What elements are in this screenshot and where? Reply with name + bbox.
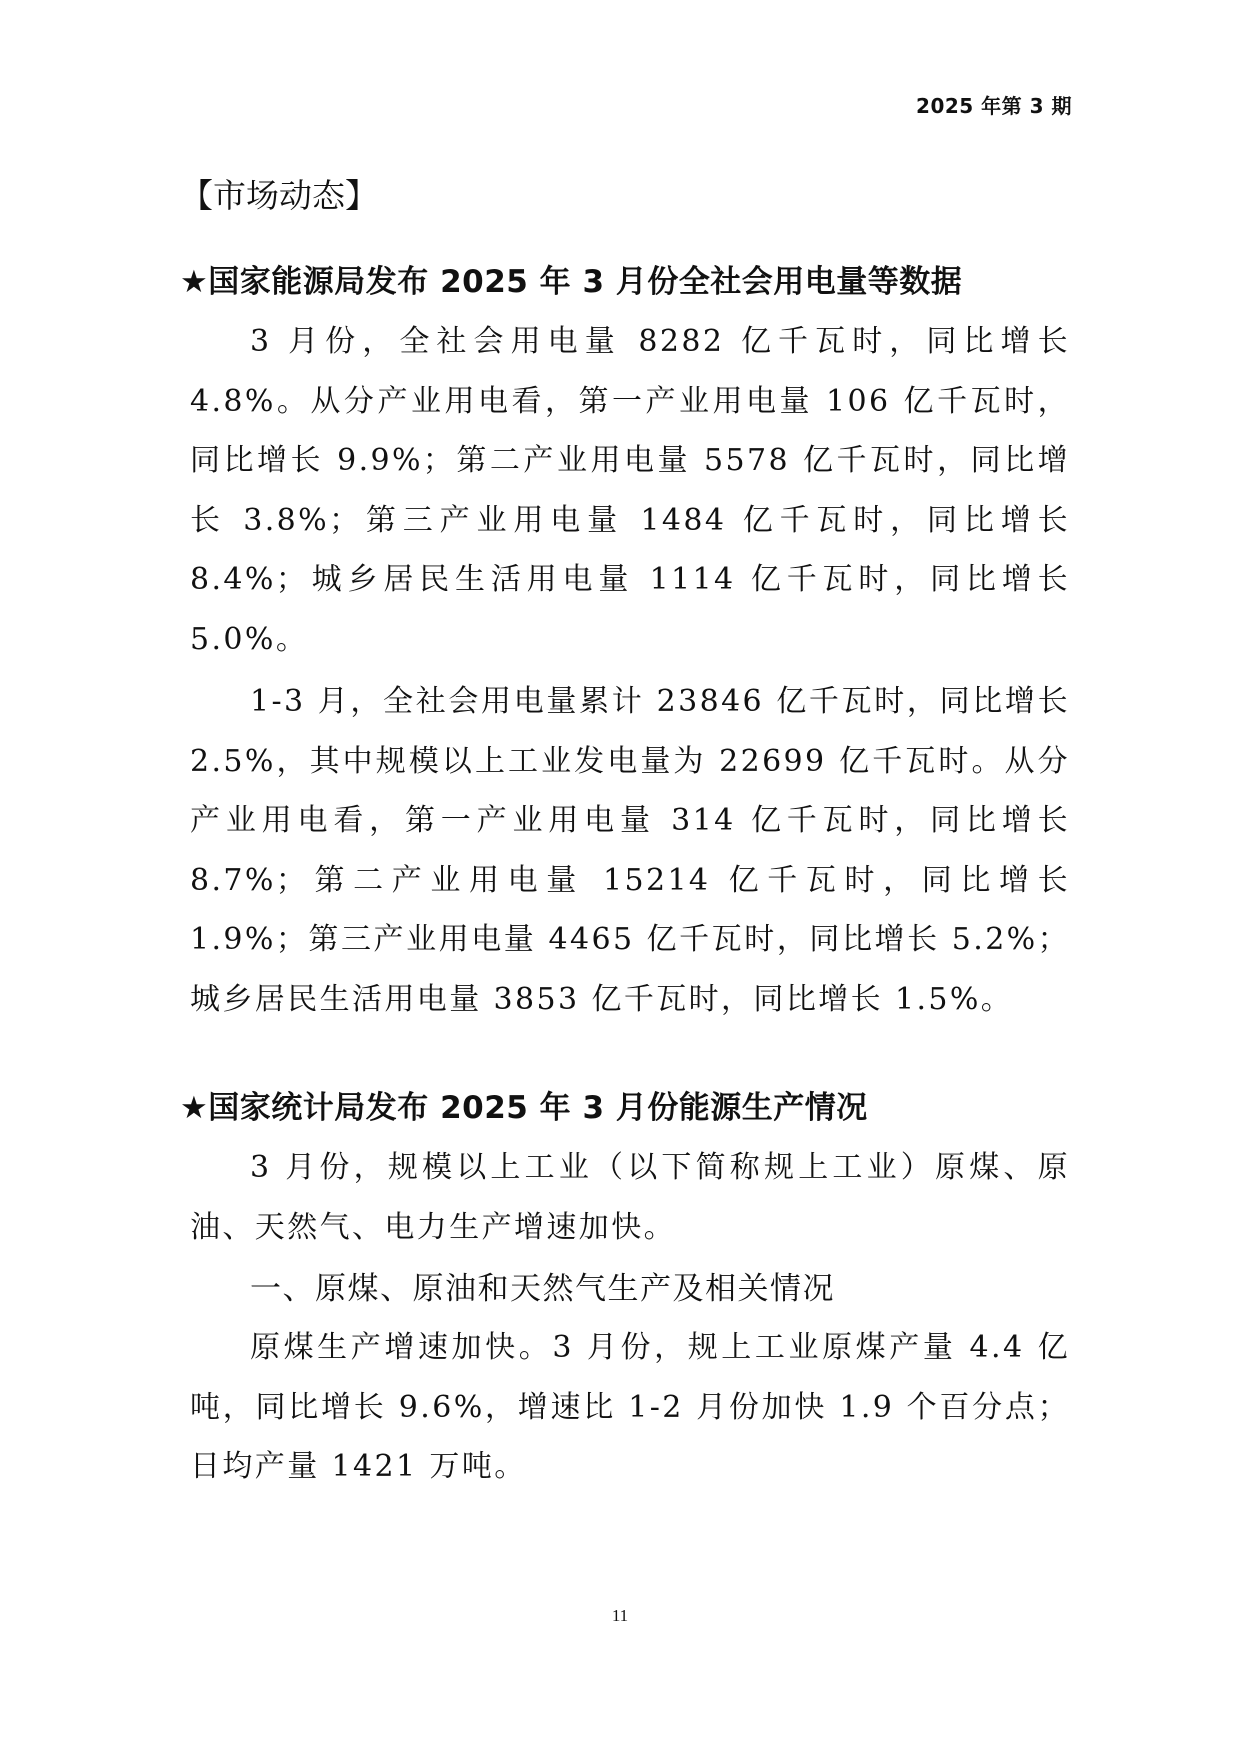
issue-label: 2025 年第 3 期: [916, 94, 1072, 118]
paragraph: 原煤生产增速加快。3 月份，规上工业原煤产量 4.4 亿吨，同比增长 9.6%，增速比 1-2 月份加快 1.9 个百分点；日均产量 1421 万吨。: [190, 1330, 1070, 1484]
paragraph: 3 月份，全社会用电量 8282 亿千瓦时，同比增长 4.8%。从分产业用电看，第一产业用电量 106 亿千瓦时，同比增长 9.9%；第二产业用电量 5578 亿千瓦时，同比增长 3.8%；第三产业用电量 1484 亿千瓦时，同比增长 8.4%；城乡居民生活用电量 1114 亿千瓦时，同比增长 5.0%。: [190, 324, 1070, 657]
spacer: [190, 1032, 1070, 1082]
paragraph: 3 月份，规模以上工业（以下简称规上工业）原煤、原油、天然气、电力生产增速加快。: [190, 1150, 1070, 1245]
page-number: 11: [611, 1606, 629, 1625]
section-label: 【市场动态】: [180, 176, 378, 215]
subheading: 一、原煤、原油和天然气生产及相关情况: [250, 1271, 835, 1307]
article-title: ★国家能源局发布 2025 年 3 月份全社会用电量等数据: [180, 264, 963, 300]
article-title: ★国家统计局发布 2025 年 3 月份能源生产情况: [180, 1090, 868, 1126]
paragraph: 1-3 月，全社会用电量累计 23846 亿千瓦时，同比增长 2.5%，其中规模以上工业发电量为 22699 亿千瓦时。从分产业用电看，第一产业用电量 314 亿千瓦时，同比增长 8.7%；第二产业用电量 15214 亿千瓦时，同比增长 1.9%；第三产业用电量 4465 亿千瓦时，同比增长 5.2%；城乡居民生活用电量 3853 亿千瓦时，同比增长 1.5%。: [190, 684, 1070, 1017]
article-electricity: [180, 256, 1070, 1029]
page-content: [180, 172, 1070, 1500]
article-energy-production: [180, 1082, 1070, 1497]
